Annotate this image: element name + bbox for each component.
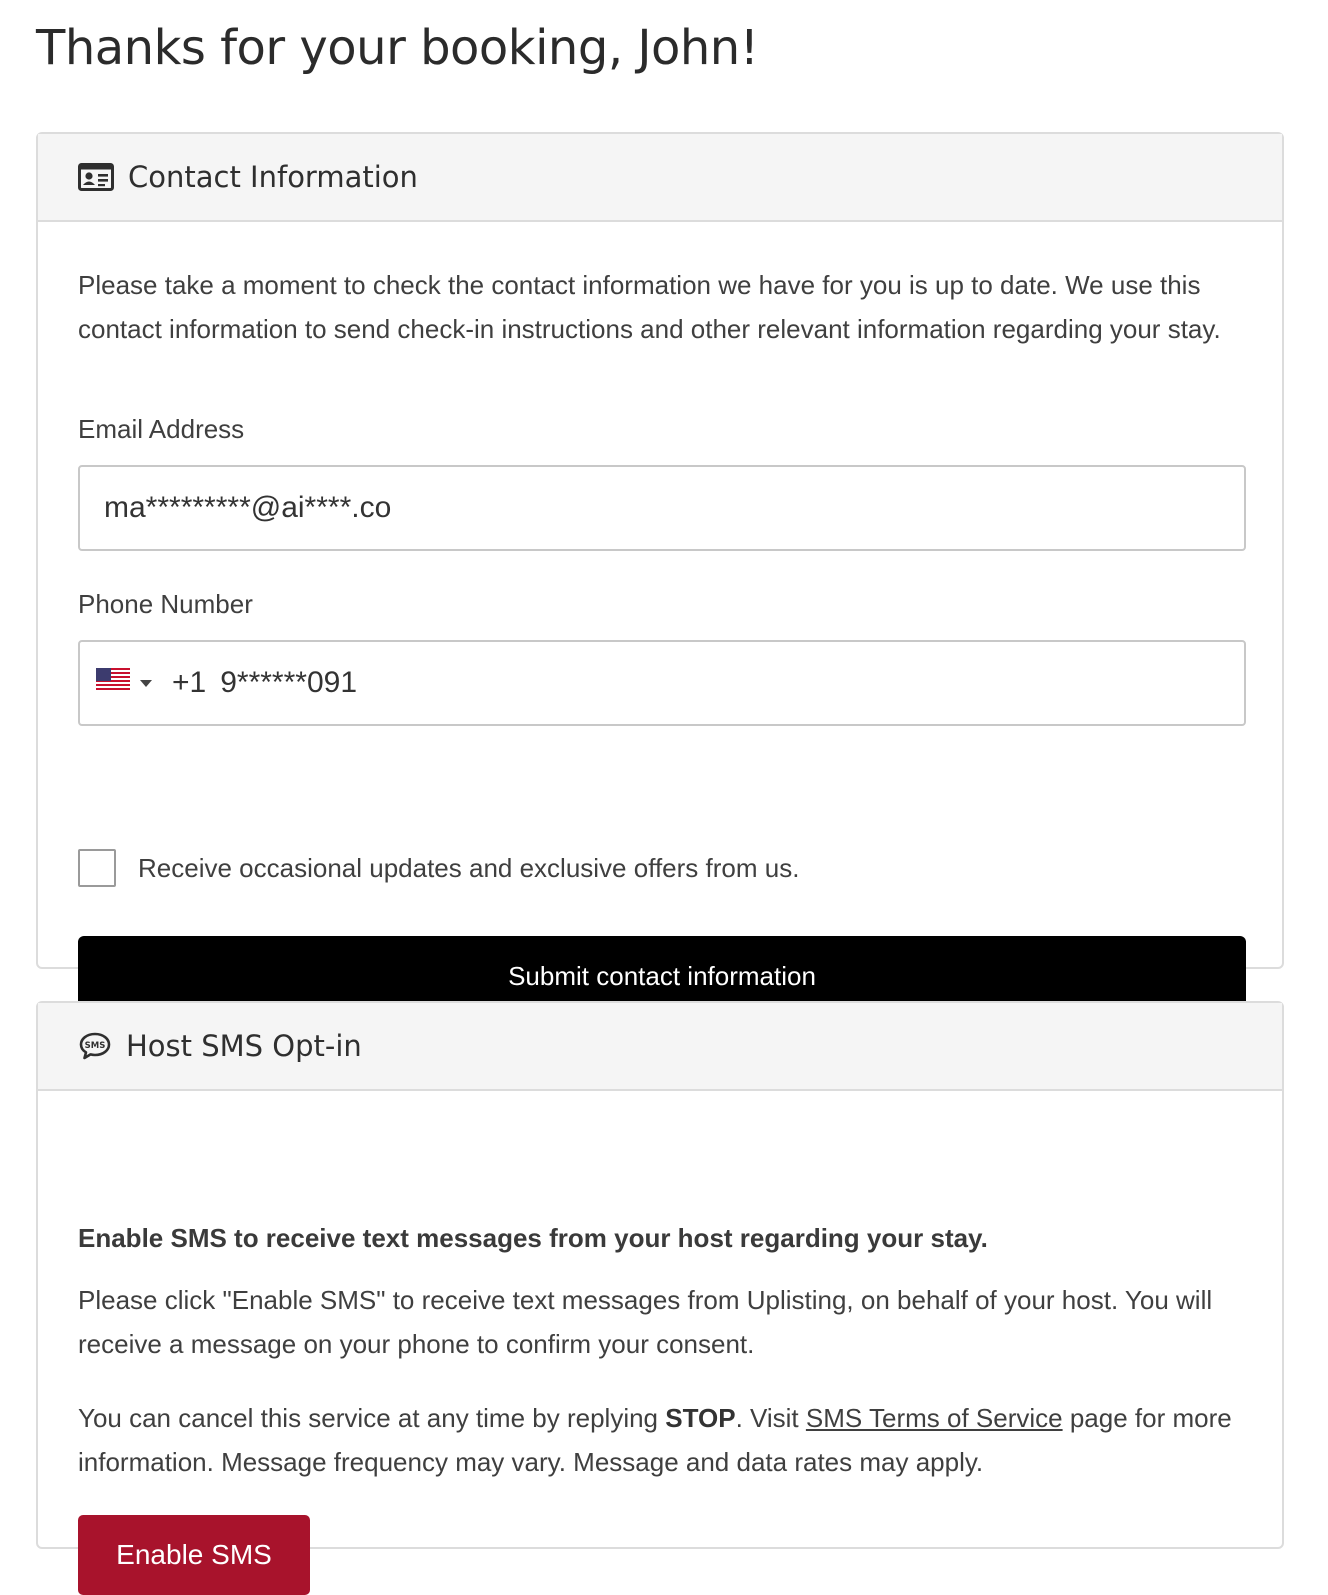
sms-bubble-icon xyxy=(78,1031,112,1061)
sms-paragraph-1: Please click "Enable SMS" to receive text messages from Uplisting, on behalf of your host. You will receive a message on your phone to confirm your consent. xyxy=(78,1285,1213,1359)
page-title: Thanks for your booking, John! xyxy=(36,20,759,76)
contact-intro-text: Please take a moment to check the contact information we have for you is up to date. We use this contact information to send check-in instructions and other relevant information regarding your stay. xyxy=(78,270,1221,344)
sms-paragraph-2-start: You can cancel this service at any time by replying xyxy=(78,1403,666,1433)
contact-information-card xyxy=(36,132,1284,991)
email-value: ma*********@ai****.co xyxy=(104,491,392,524)
email-field[interactable] xyxy=(78,465,1246,551)
svg-text:SMS: SMS xyxy=(84,1040,106,1051)
country-selector[interactable] xyxy=(96,666,152,700)
updates-opt-in-row xyxy=(78,849,799,887)
sms-opt-in-card xyxy=(36,1001,1284,1570)
chevron-down-icon xyxy=(140,680,152,687)
sms-card-header xyxy=(38,1003,1282,1091)
email-label: Email Address xyxy=(78,414,245,444)
sms-paragraph-2-mid: . Visit xyxy=(735,1403,806,1433)
dial-code: +1 xyxy=(172,666,207,699)
contact-card-header xyxy=(38,134,1282,222)
phone-field[interactable] xyxy=(78,640,1246,726)
us-flag-icon xyxy=(96,666,130,700)
sms-card-title: Host SMS Opt-in xyxy=(126,1029,362,1063)
sms-paragraph-2 xyxy=(78,1397,1248,1484)
sms-heading: Enable SMS to receive text messages from your host regarding your stay. xyxy=(78,1223,988,1253)
sms-paragraph-2-end: page for more information. Message frequency may vary. Message and data rates may apply. xyxy=(78,1403,1232,1477)
submit-contact-button[interactable]: Submit contact information xyxy=(78,936,1246,1016)
contact-card-title: Contact Information xyxy=(128,160,418,194)
updates-checkbox[interactable] xyxy=(78,849,116,887)
phone-value: 9******091 xyxy=(220,666,358,699)
phone-label: Phone Number xyxy=(78,589,253,619)
id-card-icon xyxy=(78,163,114,191)
stop-keyword: STOP xyxy=(665,1403,736,1433)
updates-checkbox-label[interactable]: Receive occasional updates and exclusive offers from us. xyxy=(138,852,800,883)
enable-sms-button[interactable]: Enable SMS xyxy=(78,1515,310,1595)
sms-terms-link[interactable]: SMS Terms of Service xyxy=(805,1403,1063,1433)
